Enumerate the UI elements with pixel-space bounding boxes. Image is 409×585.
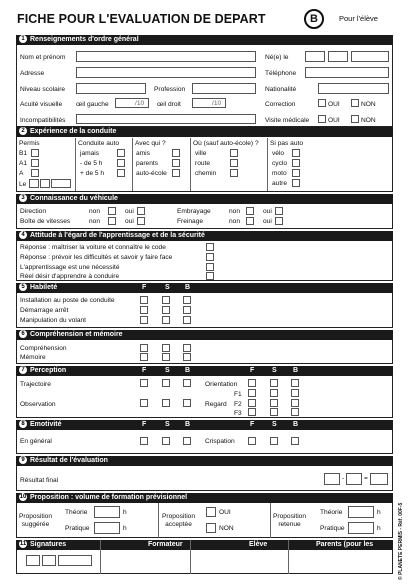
with-parents-label: parents: [136, 160, 158, 167]
driving-heading: Conduite auto: [78, 140, 120, 147]
s-checkbox[interactable]: [270, 379, 278, 387]
no-car-heading: Si pas auto: [270, 140, 303, 147]
section-number: 10: [19, 494, 27, 500]
s-checkbox[interactable]: [162, 316, 170, 324]
student-signature-field[interactable]: [194, 552, 284, 571]
b-checkbox[interactable]: [183, 296, 191, 304]
f-checkbox[interactable]: [140, 316, 148, 324]
b-checkbox[interactable]: [183, 399, 191, 407]
braking-non-checkbox[interactable]: [246, 217, 254, 225]
f-checkbox[interactable]: [248, 399, 256, 407]
col-f-header: F: [142, 367, 147, 374]
retained-theory-field[interactable]: [348, 506, 374, 518]
col-b-header: B: [293, 367, 299, 374]
medical-visit-oui-checkbox[interactable]: [318, 115, 326, 123]
col-s-header: S: [165, 367, 170, 374]
section-title: Attitude à l'égard de l'apprentissage et de la sécurité: [30, 232, 205, 239]
section-title: Renseignements d'ordre général: [30, 36, 139, 43]
accepted-non-checkbox[interactable]: [206, 523, 216, 533]
result-field-1[interactable]: [324, 473, 340, 485]
section-title: Emotivité: [30, 421, 62, 428]
form-title: FICHE POUR L'EVALUATION DE DEPART: [17, 12, 266, 26]
b-checkbox[interactable]: [291, 379, 299, 387]
b-checkbox[interactable]: [291, 399, 299, 407]
no-car-bike-checkbox[interactable]: [292, 149, 300, 157]
no-car-bike-label: vélo: [272, 150, 285, 157]
s-checkbox[interactable]: [270, 389, 278, 397]
left-eye-unit: /10: [135, 100, 145, 107]
column-divider: [158, 503, 159, 538]
section-number: 6: [19, 330, 27, 338]
retained-practice-label: Pratique: [320, 525, 345, 532]
column-divider: [190, 540, 191, 574]
left-eye-label: œil gauche: [76, 101, 109, 108]
f-checkbox[interactable]: [248, 408, 256, 416]
form-subtitle: Pour l'élève: [339, 14, 378, 23]
result-minus: -: [342, 475, 345, 482]
section-4-header: [16, 231, 393, 241]
b-checkbox[interactable]: [183, 306, 191, 314]
memory-item: Mémoire: [20, 354, 46, 361]
medical-visit-label: Visite médicale: [265, 117, 310, 124]
f-checkbox[interactable]: [248, 437, 256, 445]
section-8-header: [16, 420, 393, 430]
birthdate-year-field[interactable]: [351, 51, 389, 62]
s-checkbox[interactable]: [162, 344, 170, 352]
b-checkbox[interactable]: [183, 344, 191, 352]
b-checkbox[interactable]: [183, 316, 191, 324]
where-road-label: route: [195, 160, 211, 167]
where-heading: Où (sauf auto-école) ?: [193, 140, 259, 147]
s-checkbox[interactable]: [162, 306, 170, 314]
with-parents-checkbox[interactable]: [172, 159, 180, 167]
suggested-practice-label: Pratique: [65, 525, 90, 532]
no-car-moto-checkbox[interactable]: [292, 169, 300, 177]
general-label: En général: [20, 438, 52, 445]
col-f-header: F: [250, 421, 255, 428]
result-equals: =: [364, 475, 368, 482]
attitude-item: Réponse : maîtriser la voiture et connaître le code: [20, 244, 166, 251]
section-6-header: [16, 330, 393, 340]
attitude-checkbox[interactable]: [206, 243, 214, 251]
col-s-header: S: [165, 421, 170, 428]
right-eye-label: œil droit: [157, 101, 181, 108]
column-divider: [288, 540, 289, 574]
section-number: 2: [19, 127, 27, 135]
result-field-2[interactable]: [346, 473, 362, 485]
skill-item: Manipulation du volant: [20, 317, 86, 324]
b-checkbox[interactable]: [291, 389, 299, 397]
section-title: Perception: [30, 367, 67, 374]
section-11-header: [16, 540, 393, 550]
section-title: Proposition : volume de formation prévisionnel: [30, 494, 188, 501]
direction-oui-label: oui: [125, 208, 134, 215]
orientation-label: Orientation: [205, 381, 238, 388]
retained-label: Proposition retenue: [273, 513, 306, 528]
hours-unit: h: [123, 509, 127, 516]
birthdate-day-field[interactable]: [305, 51, 325, 62]
column-divider: [75, 138, 76, 191]
category-b-badge: B: [304, 9, 324, 29]
permis-date-label: Le: [19, 181, 27, 188]
no-car-other-checkbox[interactable]: [292, 179, 300, 187]
section-title: Compréhension et mémoire: [30, 331, 123, 338]
signature-date-month[interactable]: [42, 555, 56, 566]
name-field[interactable]: [76, 51, 256, 62]
s-checkbox[interactable]: [270, 408, 278, 416]
trainer-column-header: Formateur: [148, 541, 183, 548]
s-checkbox[interactable]: [162, 399, 170, 407]
right-eye-unit: /10: [212, 100, 222, 107]
section-title: Expérience de la conduite: [30, 128, 117, 135]
s-checkbox[interactable]: [162, 437, 170, 445]
copyright-side-text: © PLANETE PERMIS - Réf. 00F-5: [398, 502, 404, 580]
s-checkbox[interactable]: [162, 353, 170, 361]
permis-b1-checkbox[interactable]: [31, 149, 39, 157]
with-school-checkbox[interactable]: [172, 169, 180, 177]
braking-label: Freinage: [177, 218, 204, 225]
col-s-header: S: [272, 421, 277, 428]
signatures-title: Signatures: [30, 541, 67, 548]
s-checkbox[interactable]: [162, 379, 170, 387]
attitude-item: Réponse : prévoir les difficultés et savoir y faire face: [20, 254, 173, 261]
col-f-header: F: [142, 284, 147, 291]
section-number: 7: [19, 366, 27, 374]
section-9-header: [16, 456, 393, 466]
medical-visit-non-checkbox[interactable]: [351, 115, 359, 123]
b-checkbox[interactable]: [183, 379, 191, 387]
school-level-label: Niveau scolaire: [20, 86, 66, 93]
correction-oui-checkbox[interactable]: [318, 99, 326, 107]
gaze-f1-label: F1: [234, 391, 242, 398]
section-5-header: [16, 283, 393, 293]
driving-over5-checkbox[interactable]: [117, 169, 125, 177]
gearbox-label: Boîte de vitesses: [20, 218, 71, 225]
accepted-non-label: NON: [219, 525, 234, 532]
clutch-oui-checkbox[interactable]: [275, 207, 283, 215]
signature-date-year[interactable]: [58, 555, 92, 566]
birthdate-month-field[interactable]: [328, 51, 348, 62]
b-checkbox[interactable]: [183, 437, 191, 445]
gearbox-non-label: non: [89, 218, 101, 225]
medical-visit-oui-label: OUI: [328, 117, 340, 124]
suggested-theory-field[interactable]: [94, 506, 120, 518]
name-label: Nom et prénom: [20, 54, 66, 61]
section-number: 8: [19, 420, 27, 428]
f-checkbox[interactable]: [140, 296, 148, 304]
correction-oui-label: OUI: [328, 101, 340, 108]
birthdate-label: Né(e) le: [265, 54, 289, 61]
section-3-header: [16, 194, 393, 204]
permis-date-month[interactable]: [40, 179, 50, 188]
suggested-practice-field[interactable]: [94, 522, 120, 534]
section-number: 11: [19, 541, 27, 547]
section-title: Habileté: [30, 284, 58, 291]
gaze-f3-label: F3: [234, 410, 242, 417]
column-divider: [190, 138, 191, 191]
permis-a-checkbox[interactable]: [31, 169, 39, 177]
f-checkbox[interactable]: [140, 353, 148, 361]
phone-label: Téléphone: [265, 70, 297, 77]
with-friends-checkbox[interactable]: [172, 149, 180, 157]
col-s-header: S: [272, 367, 277, 374]
column-divider: [100, 540, 101, 574]
f-checkbox[interactable]: [140, 344, 148, 352]
col-b-header: B: [293, 421, 299, 428]
driving-under5-checkbox[interactable]: [117, 159, 125, 167]
permis-heading: Permis: [19, 140, 40, 147]
col-b-header: B: [185, 367, 191, 374]
f-checkbox[interactable]: [140, 306, 148, 314]
trajectory-label: Trajectoire: [20, 381, 51, 388]
phone-field[interactable]: [305, 67, 389, 78]
driving-never-checkbox[interactable]: [117, 149, 125, 157]
gearbox-oui-checkbox[interactable]: [137, 217, 145, 225]
gearbox-non-checkbox[interactable]: [108, 217, 116, 225]
incompatibilities-label: Incompatibilités: [20, 117, 66, 124]
hours-unit: h: [377, 525, 381, 532]
visual-acuity-label: Acuité visuelle: [20, 101, 63, 108]
clutch-oui-label: oui: [263, 208, 272, 215]
braking-non-label: non: [229, 218, 241, 225]
gearbox-oui-label: oui: [125, 218, 134, 225]
section-2-header: [16, 127, 393, 137]
column-divider: [267, 138, 268, 191]
profession-field[interactable]: [192, 83, 256, 94]
suggested-label: Proposition suggérée: [19, 513, 52, 528]
observation-label: Observation: [20, 401, 56, 408]
section-1-header: [16, 35, 393, 45]
b-checkbox[interactable]: [291, 437, 299, 445]
permis-date-year[interactable]: [51, 179, 71, 188]
clutch-label: Embrayage: [177, 208, 211, 215]
b-checkbox[interactable]: [291, 408, 299, 416]
permis-a1-checkbox[interactable]: [31, 159, 39, 167]
gaze-f2-label: F2: [234, 401, 242, 408]
section-title: Résultat de l'évaluation: [30, 457, 108, 464]
correction-non-label: NON: [361, 101, 376, 108]
section-number: 9: [19, 456, 27, 464]
section-number: 4: [19, 231, 27, 239]
hours-unit: h: [377, 509, 381, 516]
col-b-header: B: [185, 421, 191, 428]
attitude-item: L'apprentissage est une nécessité: [20, 264, 120, 271]
no-car-moped-label: cyclo: [272, 160, 288, 167]
permis-a1-label: A1: [19, 160, 28, 167]
column-divider: [132, 138, 133, 191]
f-checkbox[interactable]: [140, 437, 148, 445]
section-number: 1: [19, 35, 27, 43]
f-checkbox[interactable]: [248, 389, 256, 397]
column-divider: [270, 503, 271, 538]
medical-visit-non-label: NON: [361, 117, 376, 124]
gaze-label: Regard: [205, 401, 227, 408]
accepted-oui-checkbox[interactable]: [206, 507, 216, 517]
attitude-item: Réel désir d'apprendre à conduire: [20, 273, 120, 280]
section-10-header: [16, 493, 393, 503]
section-number: 5: [19, 283, 27, 291]
direction-non-checkbox[interactable]: [108, 207, 116, 215]
braking-oui-label: oui: [263, 218, 272, 225]
s-checkbox[interactable]: [270, 437, 278, 445]
nationality-label: Nationalité: [265, 86, 297, 93]
profession-label: Profession: [154, 86, 186, 93]
student-column-header: Elève: [249, 541, 268, 548]
hours-unit: h: [123, 525, 127, 532]
tension-label: Crispation: [205, 438, 235, 445]
col-f-header: F: [250, 367, 255, 374]
no-car-moto-label: moto: [272, 170, 287, 177]
attitude-checkbox[interactable]: [206, 263, 214, 271]
col-b-header: B: [185, 284, 191, 291]
where-city-checkbox[interactable]: [230, 149, 238, 157]
section-title: Connaissance du véhicule: [30, 195, 118, 202]
address-field[interactable]: [76, 67, 256, 78]
clutch-non-checkbox[interactable]: [246, 207, 254, 215]
correction-label: Correction: [265, 101, 296, 108]
permis-a-label: A: [19, 170, 24, 177]
trainer-signature-field[interactable]: [104, 552, 186, 571]
direction-label: Direction: [20, 208, 47, 215]
final-result-label: Résultat final: [20, 477, 59, 484]
school-level-field[interactable]: [76, 83, 146, 94]
s-checkbox[interactable]: [270, 399, 278, 407]
understanding-item: Compréhension: [20, 345, 67, 352]
b-checkbox[interactable]: [183, 353, 191, 361]
suggested-theory-label: Théorie: [65, 509, 88, 516]
retained-theory-label: Théorie: [320, 509, 343, 516]
attitude-checkbox[interactable]: [206, 272, 214, 280]
where-city-label: ville: [195, 150, 207, 157]
address-label: Adresse: [20, 70, 45, 77]
with-school-label: auto-école: [136, 170, 167, 177]
retained-practice-field[interactable]: [348, 522, 374, 534]
driving-over5-label: + de 5 h: [80, 170, 105, 177]
incompatibilities-field[interactable]: [76, 114, 256, 124]
col-s-header: S: [165, 284, 170, 291]
accepted-oui-label: OUI: [219, 509, 231, 516]
driving-never-label: jamais: [80, 150, 100, 157]
with-whom-heading: Avec qui ?: [135, 140, 166, 147]
where-path-label: chemin: [195, 170, 217, 177]
f-checkbox[interactable]: [140, 399, 148, 407]
signature-date-day[interactable]: [26, 555, 40, 566]
direction-non-label: non: [89, 208, 101, 215]
correction-non-checkbox[interactable]: [351, 99, 359, 107]
no-car-moped-checkbox[interactable]: [292, 159, 300, 167]
clutch-non-label: non: [229, 208, 241, 215]
permis-date-day[interactable]: [29, 179, 39, 188]
parents-column-header: Parents (pour les: [316, 541, 374, 548]
f-checkbox[interactable]: [140, 379, 148, 387]
where-path-checkbox[interactable]: [230, 169, 238, 177]
braking-oui-checkbox[interactable]: [275, 217, 283, 225]
skill-item: Installation au poste de conduite: [20, 297, 115, 304]
permis-b1-label: B1: [19, 150, 28, 157]
where-road-checkbox[interactable]: [230, 159, 238, 167]
direction-oui-checkbox[interactable]: [137, 207, 145, 215]
no-car-other-label: autre: [272, 180, 288, 187]
with-friends-label: amis: [136, 150, 150, 157]
nationality-field[interactable]: [318, 83, 389, 94]
f-checkbox[interactable]: [248, 379, 256, 387]
skill-item: Démarrage arrêt: [20, 307, 69, 314]
section-7-header: [16, 366, 393, 376]
attitude-checkbox[interactable]: [206, 253, 214, 261]
s-checkbox[interactable]: [162, 296, 170, 304]
driving-under5-label: - de 5 h: [80, 160, 103, 167]
parents-signature-field[interactable]: [292, 552, 389, 571]
section-number: 3: [19, 194, 27, 202]
col-f-header: F: [142, 421, 147, 428]
result-total-field[interactable]: [370, 473, 388, 485]
accepted-label: Proposition acceptée: [162, 513, 195, 528]
